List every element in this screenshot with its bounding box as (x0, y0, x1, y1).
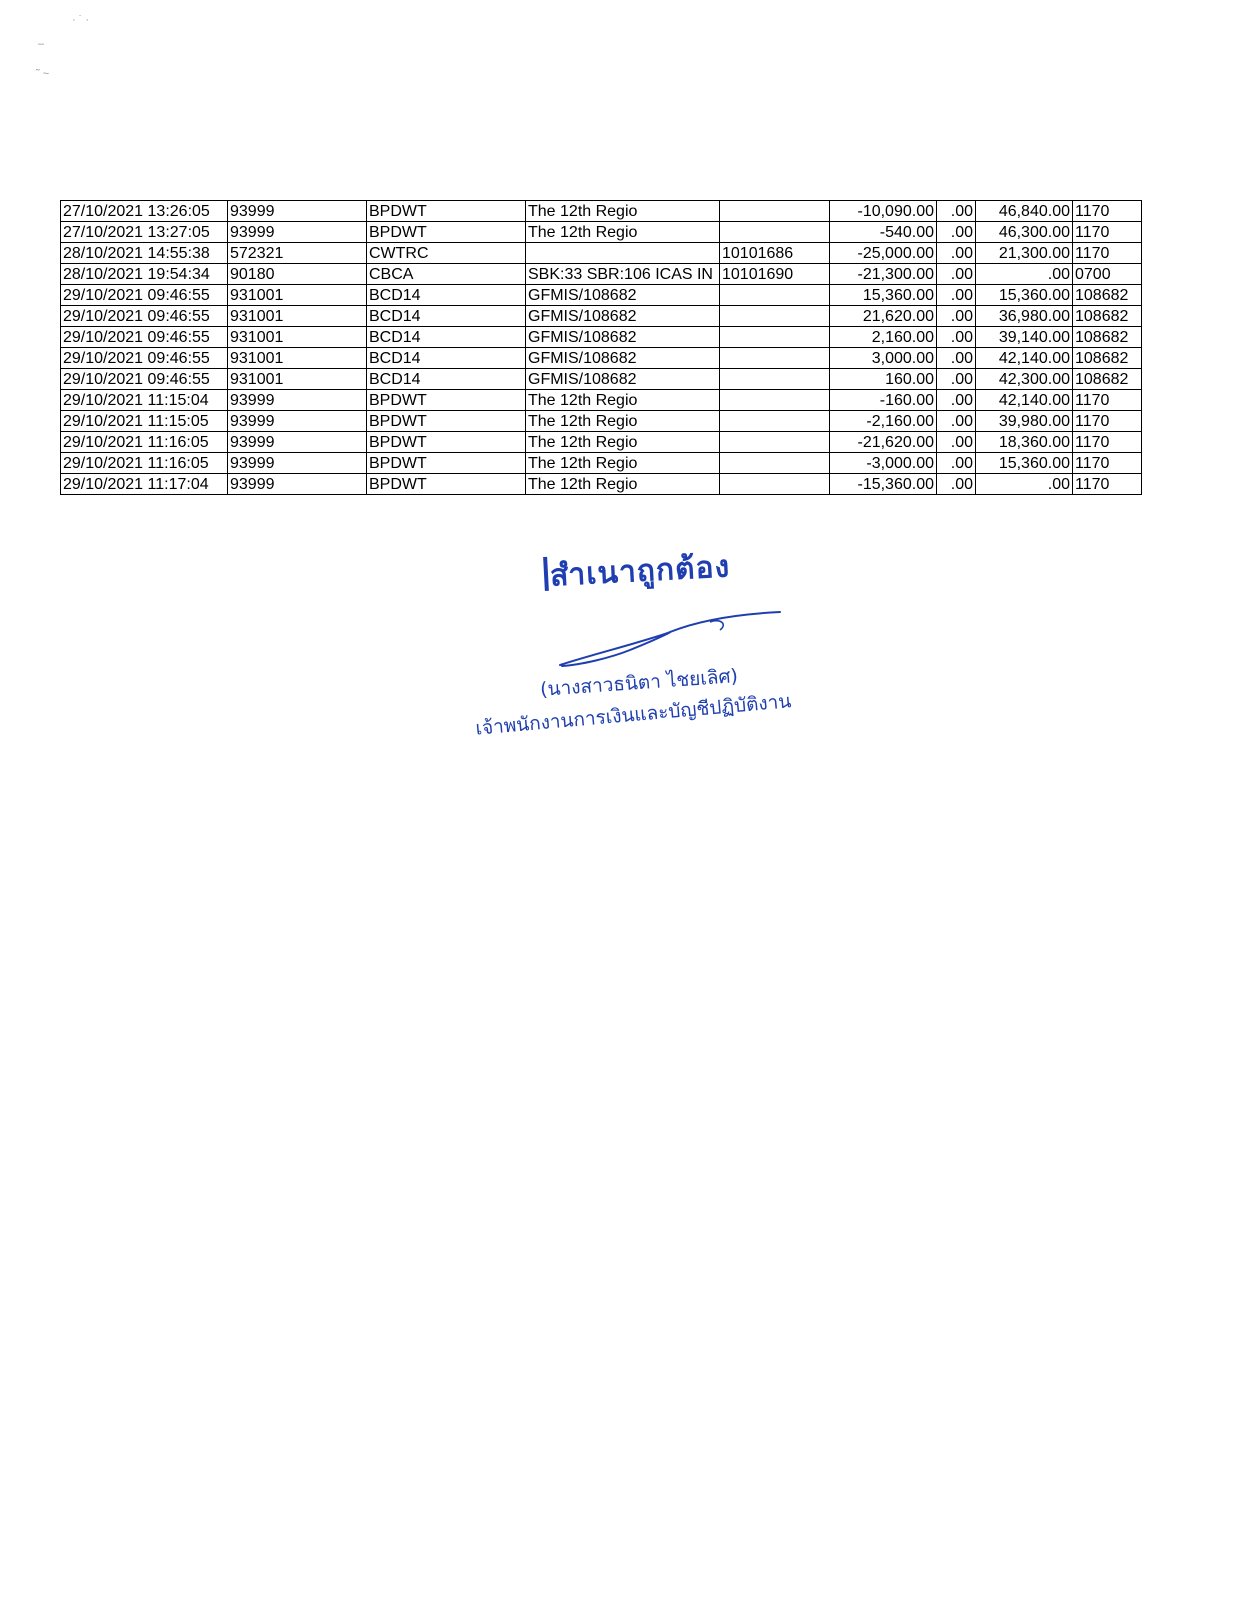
transaction-date-cell: 27/10/2021 13:27:05 (61, 222, 228, 243)
branch-cell: 108682 (1073, 285, 1142, 306)
table-row (61, 453, 1142, 474)
transaction-type-cell: BPDWT (367, 432, 526, 453)
balance-cell: 42,300.00 (976, 369, 1073, 390)
amount-cell: 2,160.00 (830, 327, 937, 348)
amount-cell: -160.00 (830, 390, 937, 411)
description-cell: GFMIS/108682 (526, 369, 720, 390)
amount-cell: -21,300.00 (830, 264, 937, 285)
transaction-type-cell: BCD14 (367, 306, 526, 327)
branch-cell: 0700 (1073, 264, 1142, 285)
branch-cell: 108682 (1073, 348, 1142, 369)
amount-cell: -10,090.00 (830, 201, 937, 222)
transaction-type-cell: BPDWT (367, 411, 526, 432)
description-cell: The 12th Regio (526, 432, 720, 453)
certified-copy-stamp: สำเนาถูกต้อง (549, 543, 731, 599)
transaction-date-cell: 29/10/2021 09:46:55 (61, 348, 228, 369)
signature (550, 610, 790, 670)
branch-cell: 1170 (1073, 432, 1142, 453)
table-row (61, 222, 1142, 243)
description-cell: The 12th Regio (526, 453, 720, 474)
table-row (61, 432, 1142, 453)
transaction-type-cell: BPDWT (367, 222, 526, 243)
transaction-type-cell: BPDWT (367, 453, 526, 474)
transaction-date-cell: 29/10/2021 11:16:05 (61, 432, 228, 453)
amount-cell: 160.00 (830, 369, 937, 390)
transaction-type-cell: BCD14 (367, 348, 526, 369)
fee-cell: .00 (937, 390, 976, 411)
transaction-code-cell: 93999 (228, 222, 367, 243)
reference-cell (720, 390, 830, 411)
branch-cell: 108682 (1073, 327, 1142, 348)
reference-cell (720, 474, 830, 495)
description-cell: The 12th Regio (526, 222, 720, 243)
balance-cell: .00 (976, 264, 1073, 285)
table-row (61, 264, 1142, 285)
balance-cell: 15,360.00 (976, 285, 1073, 306)
transaction-date-cell: 27/10/2021 13:26:05 (61, 201, 228, 222)
transaction-code-cell: 93999 (228, 411, 367, 432)
fee-cell: .00 (937, 327, 976, 348)
branch-cell: 1170 (1073, 474, 1142, 495)
transaction-code-cell: 931001 (228, 369, 367, 390)
branch-cell: 1170 (1073, 390, 1142, 411)
description-cell: The 12th Regio (526, 390, 720, 411)
transaction-code-cell: 93999 (228, 474, 367, 495)
transaction-code-cell: 931001 (228, 306, 367, 327)
transaction-date-cell: 29/10/2021 09:46:55 (61, 285, 228, 306)
transaction-table-body (61, 201, 1142, 495)
description-cell: SBK:33 SBR:106 ICAS IN (526, 264, 720, 285)
scan-artifact: · ˙ · (72, 14, 90, 26)
transaction-type-cell: BCD14 (367, 285, 526, 306)
branch-cell: 1170 (1073, 411, 1142, 432)
balance-cell: 39,140.00 (976, 327, 1073, 348)
balance-cell: 46,840.00 (976, 201, 1073, 222)
fee-cell: .00 (937, 222, 976, 243)
amount-cell: -15,360.00 (830, 474, 937, 495)
table-row (61, 369, 1142, 390)
branch-cell: 1170 (1073, 453, 1142, 474)
table-row (61, 411, 1142, 432)
description-cell: The 12th Regio (526, 201, 720, 222)
fee-cell: .00 (937, 264, 976, 285)
transaction-date-cell: 29/10/2021 11:15:05 (61, 411, 228, 432)
reference-cell (720, 285, 830, 306)
reference-cell (720, 222, 830, 243)
balance-cell: 39,980.00 (976, 411, 1073, 432)
certification-block (470, 540, 850, 780)
transaction-code-cell: 931001 (228, 327, 367, 348)
transaction-type-cell: BPDWT (367, 474, 526, 495)
branch-cell: 108682 (1073, 306, 1142, 327)
transaction-date-cell: 28/10/2021 19:54:34 (61, 264, 228, 285)
fee-cell: .00 (937, 369, 976, 390)
fee-cell: .00 (937, 348, 976, 369)
description-cell (526, 243, 720, 264)
transaction-date-cell: 29/10/2021 11:16:05 (61, 453, 228, 474)
reference-cell (720, 453, 830, 474)
reference-cell (720, 432, 830, 453)
description-cell: The 12th Regio (526, 474, 720, 495)
balance-cell: 46,300.00 (976, 222, 1073, 243)
reference-cell (720, 411, 830, 432)
transaction-code-cell: 931001 (228, 348, 367, 369)
description-cell: GFMIS/108682 (526, 306, 720, 327)
transaction-date-cell: 28/10/2021 14:55:38 (61, 243, 228, 264)
transaction-code-cell: 93999 (228, 201, 367, 222)
fee-cell: .00 (937, 243, 976, 264)
transaction-type-cell: CWTRC (367, 243, 526, 264)
signer-title: เจ้าพนักงานการเงินและบัญชีปฏิบัติงาน (474, 690, 793, 740)
balance-cell: 21,300.00 (976, 243, 1073, 264)
transaction-type-cell: BCD14 (367, 369, 526, 390)
transaction-date-cell: 29/10/2021 09:46:55 (61, 327, 228, 348)
fee-cell: .00 (937, 453, 976, 474)
transaction-type-cell: BPDWT (367, 390, 526, 411)
reference-cell (720, 348, 830, 369)
transaction-type-cell: CBCA (367, 264, 526, 285)
transaction-code-cell: 93999 (228, 390, 367, 411)
transaction-code-cell: 93999 (228, 432, 367, 453)
amount-cell: 3,000.00 (830, 348, 937, 369)
description-cell: GFMIS/108682 (526, 285, 720, 306)
reference-cell (720, 201, 830, 222)
table-row (61, 285, 1142, 306)
signer-name: (นางสาวธนิตา ไชยเลิศ) (539, 665, 739, 701)
transaction-code-cell: 93999 (228, 453, 367, 474)
table-row (61, 327, 1142, 348)
table-row (61, 201, 1142, 222)
transaction-type-cell: BCD14 (367, 327, 526, 348)
fee-cell: .00 (937, 474, 976, 495)
amount-cell: 15,360.00 (830, 285, 937, 306)
fee-cell: .00 (937, 201, 976, 222)
transaction-code-cell: 931001 (228, 285, 367, 306)
balance-cell: 15,360.00 (976, 453, 1073, 474)
scan-artifact: ˜ ~ (36, 68, 50, 80)
fee-cell: .00 (937, 411, 976, 432)
branch-cell: 108682 (1073, 369, 1142, 390)
description-cell: GFMIS/108682 (526, 348, 720, 369)
transaction-date-cell: 29/10/2021 09:46:55 (61, 306, 228, 327)
table-row (61, 348, 1142, 369)
branch-cell: 1170 (1073, 222, 1142, 243)
table-row (61, 243, 1142, 264)
description-cell: The 12th Regio (526, 411, 720, 432)
amount-cell: -540.00 (830, 222, 937, 243)
amount-cell: -25,000.00 (830, 243, 937, 264)
transaction-date-cell: 29/10/2021 11:17:04 (61, 474, 228, 495)
balance-cell: .00 (976, 474, 1073, 495)
reference-cell (720, 369, 830, 390)
balance-cell: 18,360.00 (976, 432, 1073, 453)
transaction-date-cell: 29/10/2021 09:46:55 (61, 369, 228, 390)
amount-cell: -3,000.00 (830, 453, 937, 474)
table-row (61, 474, 1142, 495)
amount-cell: -21,620.00 (830, 432, 937, 453)
branch-cell: 1170 (1073, 243, 1142, 264)
branch-cell: 1170 (1073, 201, 1142, 222)
reference-cell: 10101686 (720, 243, 830, 264)
table-row (61, 390, 1142, 411)
balance-cell: 36,980.00 (976, 306, 1073, 327)
reference-cell (720, 327, 830, 348)
fee-cell: .00 (937, 306, 976, 327)
transaction-code-cell: 90180 (228, 264, 367, 285)
reference-cell: 10101690 (720, 264, 830, 285)
fee-cell: .00 (937, 432, 976, 453)
transaction-date-cell: 29/10/2021 11:15:04 (61, 390, 228, 411)
transaction-type-cell: BPDWT (367, 201, 526, 222)
balance-cell: 42,140.00 (976, 348, 1073, 369)
balance-cell: 42,140.00 (976, 390, 1073, 411)
fee-cell: .00 (937, 285, 976, 306)
transaction-code-cell: 572321 (228, 243, 367, 264)
amount-cell: -2,160.00 (830, 411, 937, 432)
reference-cell (720, 306, 830, 327)
scan-artifact: – (38, 38, 45, 50)
amount-cell: 21,620.00 (830, 306, 937, 327)
transaction-table (60, 200, 1142, 495)
description-cell: GFMIS/108682 (526, 327, 720, 348)
table-row (61, 306, 1142, 327)
